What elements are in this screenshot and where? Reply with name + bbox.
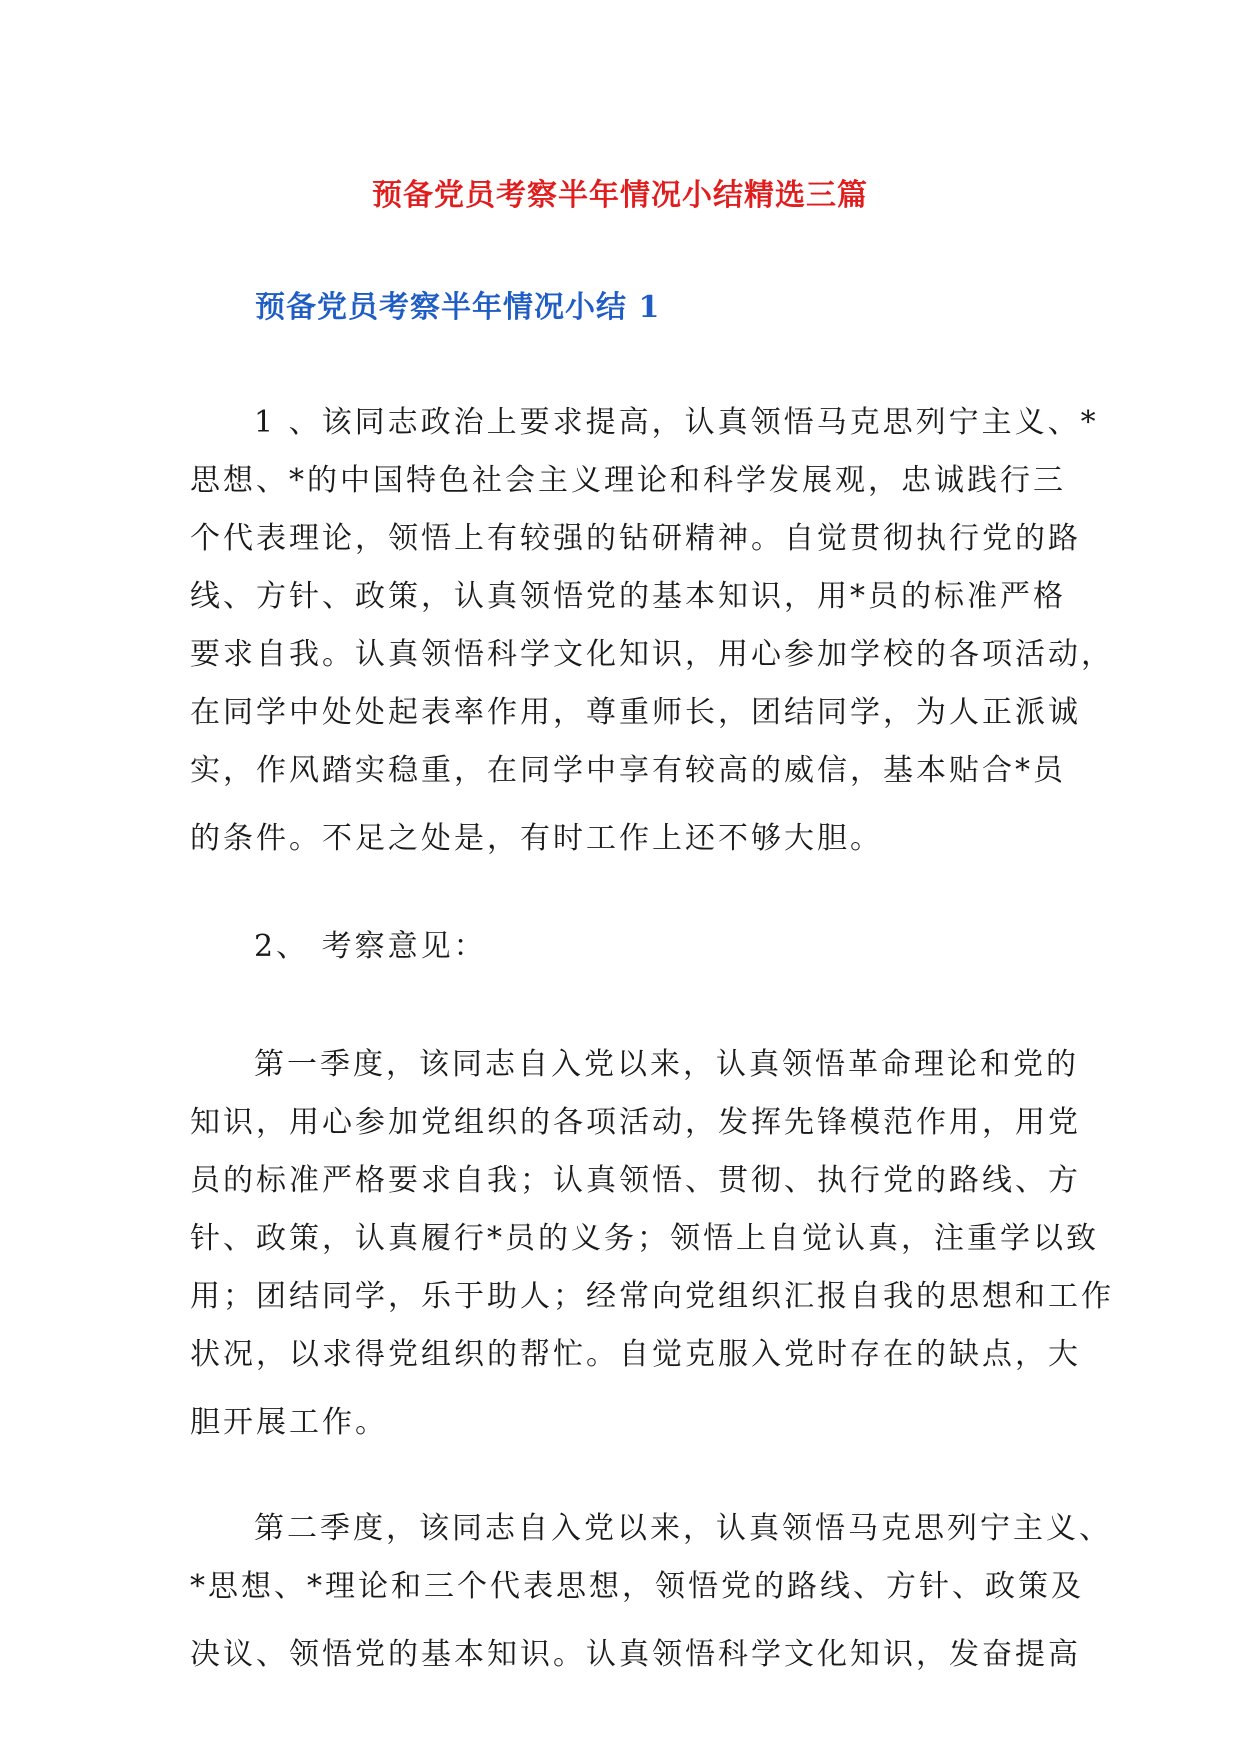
paragraph-line: 用；团结同学，乐于助人；经常向党组织汇报自我的思想和工作 [190,1279,1114,1314]
paragraph-line: 知识，用心参加党组织的各项活动，发挥先锋模范作用，用党 [190,1105,1081,1140]
paragraph-line: 线、方针、政策，认真领悟党的基本知识，用*员的标准严格 [190,579,1066,614]
paragraph-3 [190,1036,1114,1452]
paragraph-line: *思想、*理论和三个代表思想，领悟党的路线、方针、政策及 [190,1569,1084,1604]
paragraph-1 [190,394,1114,868]
paragraph-line: 的条件。不足之处是，有时工作上还不够大胆。 [190,821,883,856]
paragraph-line: 实，作风踏实稳重，在同学中享有较高的威信，基本贴合*员 [190,753,1066,788]
paragraph-line: 思想、*的中国特色社会主义理论和科学发展观，忠诚践行三 [190,463,1066,498]
paragraph-line: 第二季度，该同志自入党以来，认真领悟马克思列宁主义、 [254,1511,1112,1546]
paragraph-line: 1 、该同志政治上要求提高，认真领悟马克思列宁主义、* [254,405,1099,440]
paragraph-line: 2、 考察意见： [254,929,487,964]
paragraph-line: 员的标准严格要求自我；认真领悟、贯彻、执行党的路线、方 [190,1163,1081,1198]
paragraph-line: 针、政策，认真履行*员的义务；领悟上自觉认真，注重学以致 [190,1221,1099,1256]
paragraph-line: 要求自我。认真领悟科学文化知识，用心参加学校的各项活动， [190,637,1114,672]
paragraph-line: 个代表理论，领悟上有较强的钻研精神。自觉贯彻执行党的路 [190,521,1081,556]
paragraph-line: 在同学中处处起表率作用，尊重师长，团结同学，为人正派诚 [190,695,1081,730]
paragraph-line: 决议、领悟党的基本知识。认真领悟科学文化知识，发奋提高 [190,1637,1081,1672]
paragraph-line: 第一季度，该同志自入党以来，认真领悟革命理论和党的 [254,1047,1079,1082]
paragraph-line: 状况，以求得党组织的帮忙。自觉克服入党时存在的缺点，大 [190,1337,1081,1372]
paragraph-2 [190,918,1060,976]
document-title: 预备党员考察半年情况小结精选三篇 [372,178,868,213]
section-heading: 预备党员考察半年情况小结 1 [255,290,661,325]
paragraph-line: 胆开展工作。 [190,1405,388,1440]
paragraph-4 [190,1500,1112,1684]
